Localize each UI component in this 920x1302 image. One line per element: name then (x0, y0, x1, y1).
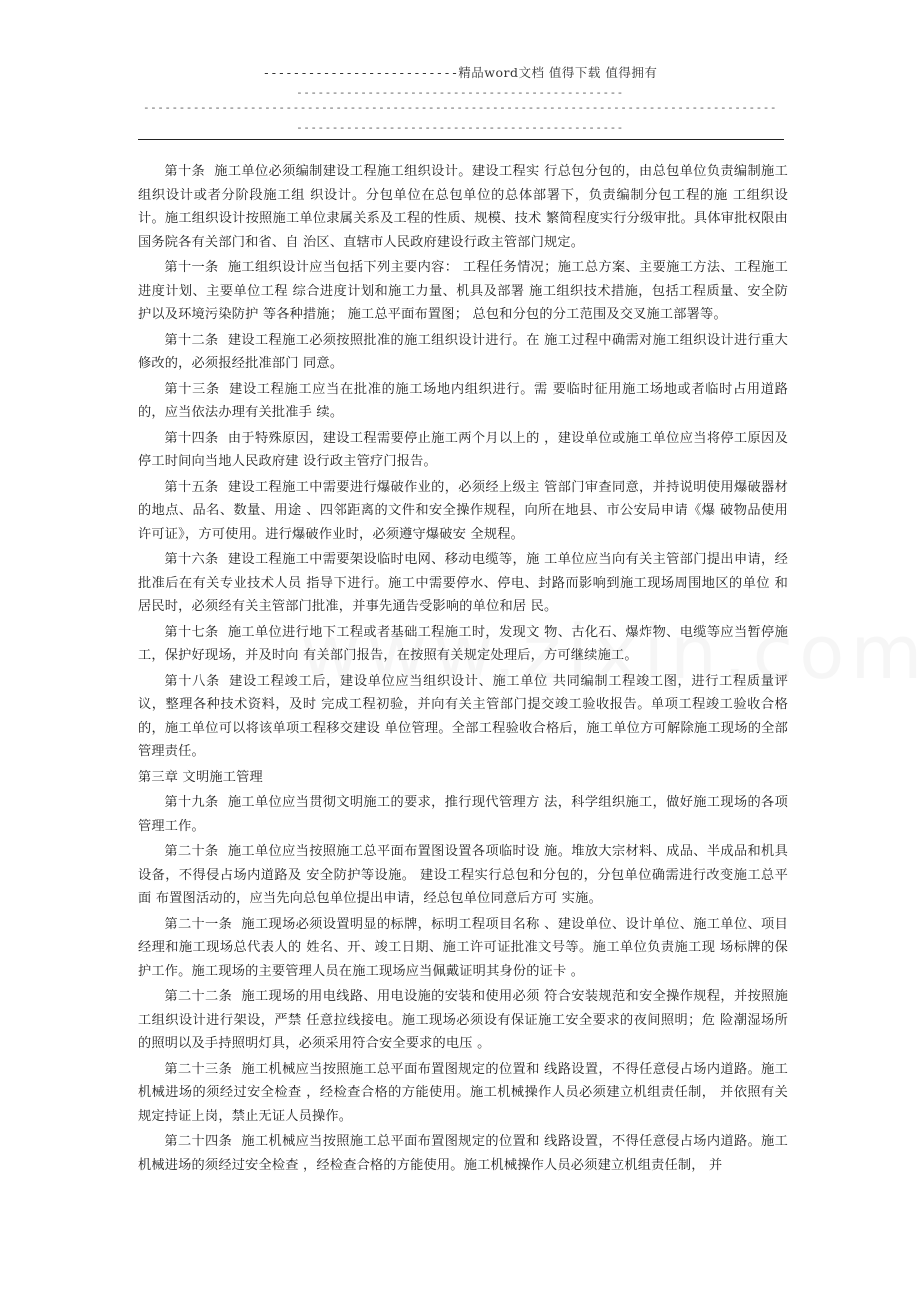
article-13 (138, 378, 788, 425)
article-18 (138, 670, 788, 764)
header-divider (138, 139, 784, 140)
article-20 (138, 840, 788, 911)
article-number: 第十八条 (164, 673, 220, 689)
article-text: 建设工程施工应当在批准的施工场地内组织进行。需 要临时征用施工场地或者临时占用道路的，应当依法办理有关批准手 续。 (138, 381, 788, 420)
article-number: 第二十二条 (164, 989, 233, 1004)
article-text: 施工现场必须设置明显的标牌，标明工程项目名称 、建设单位、设计单位、施工单位、项目经理和施工现场总代表人的 姓名、开、竣工日期、施工许可证批准文号等。施工单位负责施工现 场标牌的保护工作。施工现场的主要管理人员在施工现场应当佩戴证明其身份的证卡 。 (138, 916, 789, 979)
header-title: 精品word文档 值得下载 值得拥有 (458, 66, 658, 80)
article-22 (138, 985, 788, 1056)
article-number: 第十二条 (164, 332, 219, 348)
article-text: 建设工程施工中需要架设临时电网、移动电缆等，施 工单位应当向有关主管部门提出申请，经批准后在有关专业技术人员 指导下进行。施工中需要停水、停电、封路而影响到施工现场周围地区的单位 和居民时，必须经有关主管部门批准，并事先通告受影响的单位和居 民。 (138, 552, 788, 614)
article-text: 施工单位进行地下工程或者基础工程施工时，发现文 物、古化石、爆炸物、电缆等应当暂停施工，保护好现场，并及时向 有关部门报告，在按照有关规定处理后，方可继续施工。 (138, 624, 788, 663)
article-number: 第十条 (164, 164, 206, 179)
document-body (138, 160, 788, 1179)
article-text: 施工单位应当按照施工总平面布置图设置各项临时设 施。堆放大宗材料、成品、半成品和机具设备，不得侵占场内道路及 安全防护等设施。 建设工程实行总包和分包的，分包单位确需进行改变施工总平面 布置图活动的，应当先向总包单位提出申请，经总包单位同意后方可 实施。 (138, 844, 788, 906)
article-number: 第十七条 (164, 624, 219, 640)
article-number: 第十九条 (164, 795, 219, 810)
article-text: 建设工程竣工后，建设单位应当组织设计、施工单位 共同编制工程竣工图，进行工程质量评议，整理各种技术资料，及时 完成工程初验，并向有关主管部门提交竣工验收报告。单项工程竣工验收合格的，施工单位可以将该单项工程移交建设 单位管理。全部工程验收合格后，施工单位方可解除施工现场的全部 管理责任。 (138, 673, 788, 759)
article-text: 建设工程施工中需要进行爆破作业的，必须经上级主 管部门审查同意，并持说明使用爆破器材的地点、品名、数量、用途 、四邻距离的文件和安全操作规程，向所在地县、市公安局申请《爆 破物品使用许可证》，方可使用。进行爆破作业时，必须遵守爆破安 全规程。 (138, 479, 788, 542)
article-number: 第二十三条 (164, 1061, 233, 1077)
article-text: 施工组织设计应当包括下列主要内容： 工程任务情况；施工总方案、主要施工方法、工程施工进度计划、主要单位工程 综合进度计划和施工力量、机具及部署 施工组织技术措施，包括工程质量、安全防护以及环境污染防护 等各种措施； 施工总平面布置图； 总包和分包的分工范围及交叉施工部署等。 (138, 260, 788, 322)
article-text: 施工现场的用电线路、用电设施的安装和使用必须 符合安装规范和安全操作规程，并按照施工组织设计进行架设，严禁 任意拉线接电。施工现场必须设有保证施工安全要求的夜间照明；危 险潮湿场所的照明以及手持照明灯具，必须采用符合安全要求的电压 。 (138, 989, 789, 1051)
article-19 (138, 791, 788, 838)
article-15 (138, 476, 788, 547)
header-title-line (0, 66, 920, 80)
article-text: 施工机械应当按照施工总平面布置图规定的位置和 线路设置，不得任意侵占场内道路。施工机械进场的须经过安全检查 ，经检查合格的方能使用。施工机械操作人员必须建立机组责任制， 并 (138, 1134, 789, 1173)
header-dash-line-1: ---------------------------------------------- (296, 86, 624, 99)
article-number: 第二十条 (164, 844, 219, 859)
header-dash-line-3: ---------------------------------------------- (296, 121, 624, 134)
article-number: 第二十一条 (164, 916, 233, 932)
page-header (0, 0, 920, 150)
article-number: 第十五条 (164, 479, 219, 495)
article-14 (138, 427, 788, 474)
header-dash-line-2: ----------------------------------------------------------------------------------------- (143, 101, 777, 114)
article-16 (138, 548, 788, 619)
article-21 (138, 913, 788, 984)
article-text: 由于特殊原因，建设工程需要停止施工两个月以上的 ，建设单位或施工单位应当将停工原因及停工时间向当地人民政府建 设行政主管疗门报告。 (138, 430, 788, 469)
header-title-dashes: -------------------------- (262, 66, 459, 80)
article-11 (138, 256, 788, 327)
article-23 (138, 1058, 788, 1129)
article-number: 第十一条 (164, 260, 219, 275)
article-17 (138, 621, 788, 668)
article-24 (138, 1130, 788, 1177)
article-number: 第十六条 (164, 552, 219, 567)
article-text: 建设工程施工必须按照批准的施工组织设计进行。在 施工过程中确需对施工组织设计进行重大修改的，必须报经批准部门 同意。 (138, 332, 788, 371)
article-text: 施工单位应当贯彻文明施工的要求，推行现代管理方 法，科学组织施工，做好施工现场的各项管理工作。 (138, 795, 788, 834)
article-12 (138, 329, 788, 376)
article-10 (138, 160, 788, 254)
article-number: 第十四条 (164, 430, 219, 446)
article-number: 第十三条 (164, 381, 220, 397)
article-text: 施工机械应当按照施工总平面布置图规定的位置和 线路设置，不得任意侵占场内道路。施工机械进场的须经过安全检查 ，经检查合格的方能使用。施工机械操作人员必须建立机组责任制， 并依照有关规定持证上岗，禁止无证人员操作。 (138, 1061, 789, 1124)
chapter-heading: 第三章 文明施工管理 (138, 769, 263, 785)
article-number: 第二十四条 (164, 1134, 233, 1149)
article-text: 施工单位必须编制建设工程施工组织设计。建设工程实 行总包分包的，由总包单位负责编制施工组织设计或者分阶段施工组 织设计。分包单位在总包单位的总体部署下，负责编制分包工程的施 工组织设计。施工组织设计按照施工单位隶属关系及工程的性质、规模、技术 繁简程度实行分级审批。具体审批权限由国务院各有关部门和省、自 治区、直辖市人民政府建设行政主管部门规定。 (138, 164, 788, 250)
